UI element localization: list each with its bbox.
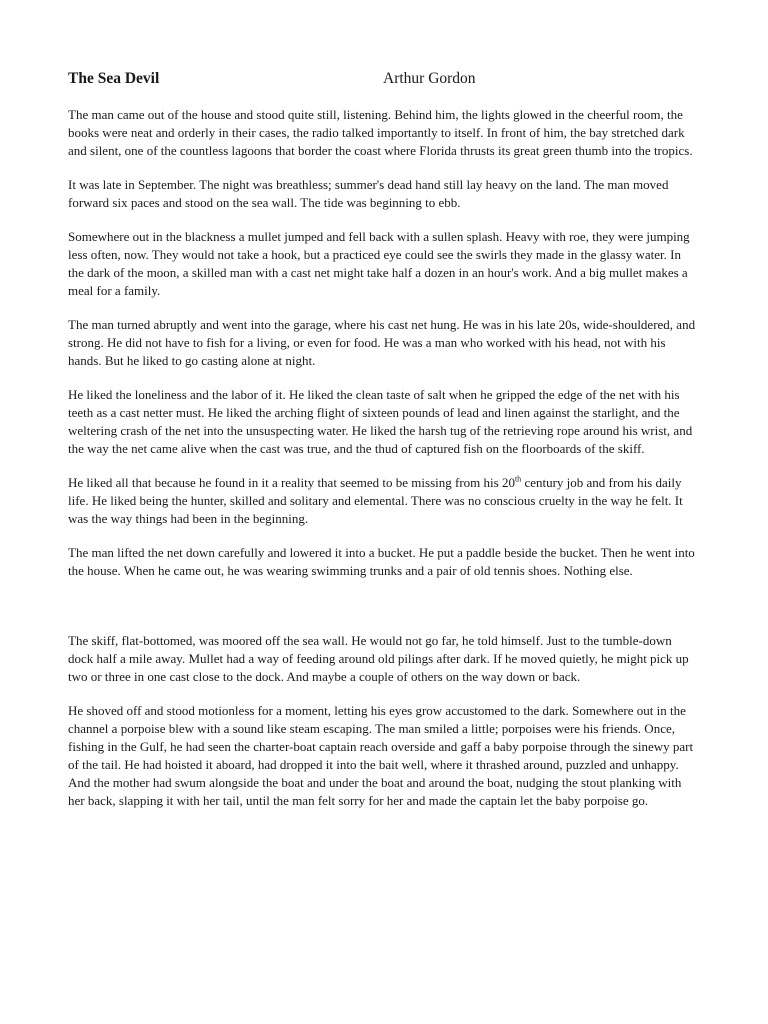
story-title: The Sea Devil xyxy=(68,70,160,87)
paragraph-9: He shoved off and stood motionless for a moment, letting his eyes grow accustomed to the dark. Somewhere out in the channel a porpoise blew with a sound like steam escaping. The man smiled a little; porpoises were his friends. Once, fishing in the Gulf, he had seen the charter-boat captain reach overside and gaff a baby porpoise through the sinewy part of the tail. He had hoisted it aboard, had dropped it into the bait well, where it thrashed around, puzzled and unhappy. And the mother had swum alongside the boat and under the boat and around the boat, nudging the stout planking with her back, slapping it with her tail, until the man felt sorry for her and made the captain let the baby porpoise go. xyxy=(68,703,694,808)
paragraph-7: The man lifted the net down carefully and lowered it into a bucket. He put a paddle beside the bucket. Then he went into the house. When he came out, he was wearing swimming trunks and a pair of old tennis shoes. Nothing else. xyxy=(68,545,695,578)
paragraph-4: The man turned abruptly and went into the garage, where his cast net hung. He was in his late 20s, wide-shouldered, and strong. He did not have to fish for a living, or even for food. He was a man who worked with his head, not with his hands. But he liked to go casting alone at night. xyxy=(68,317,696,368)
document-header xyxy=(68,66,700,92)
paragraph-6 xyxy=(68,474,700,528)
ordinal-superscript: th xyxy=(514,474,522,484)
document-page xyxy=(68,66,700,810)
paragraph-6-before: He liked all that because he found in it a reality that seemed to be missing from his 20 xyxy=(68,475,515,490)
paragraph-3: Somewhere out in the blackness a mullet jumped and fell back with a sullen splash. Heavy with roe, they were jumping less often, now. They would not take a hook, but a practiced eye could see the swirls they made in the glassy water. In the dark of the moon, a skilled man with a cast net might take half a dozen in an hour's work. And a big mullet makes a meal for a family. xyxy=(68,229,690,298)
paragraph-6-after: century job and from his daily life. He liked being the hunter, skilled and solitary and elemental. There was no conscious cruelty in the way he felt. It was the way things had been in the beginning. xyxy=(68,475,683,526)
paragraph-5: He liked the loneliness and the labor of it. He liked the clean taste of salt when he gripped the edge of the net with his teeth as a cast netter must. He liked the arching flight of sixteen pounds of lead and linen against the starlight, and the weltering crash of the net into the unsuspecting water. He liked the harsh tug of the retrieving rope around his wrist, and the way the net came alive when the cast was true, and the thud of captured fish on the floorboards of the skiff. xyxy=(68,387,693,456)
paragraph-1: The man came out of the house and stood quite still, listening. Behind him, the lights glowed in the cheerful room, the books were neat and orderly in their cases, the radio talked importantly to itself. In front of him, the bay stretched dark and silent, one of the countless lagoons that border the coast where Florida thrusts its great green thumb into the tropics. xyxy=(68,107,693,158)
paragraph-2: It was late in September. The night was breathless; summer's dead hand still lay heavy on the land. The man moved forward six paces and stood on the sea wall. The tide was beginning to ebb. xyxy=(68,177,669,210)
paragraph-8: The skiff, flat-bottomed, was moored off the sea wall. He would not go far, he told himself. Just to the tumble-down dock half a mile away. Mullet had a way of feeding around old pilings after dark. If he moved quietly, he might pick up two or three in one cast close to the dock. And maybe a couple of others on the way down or back. xyxy=(68,633,689,684)
story-author: Arthur Gordon xyxy=(383,70,476,87)
